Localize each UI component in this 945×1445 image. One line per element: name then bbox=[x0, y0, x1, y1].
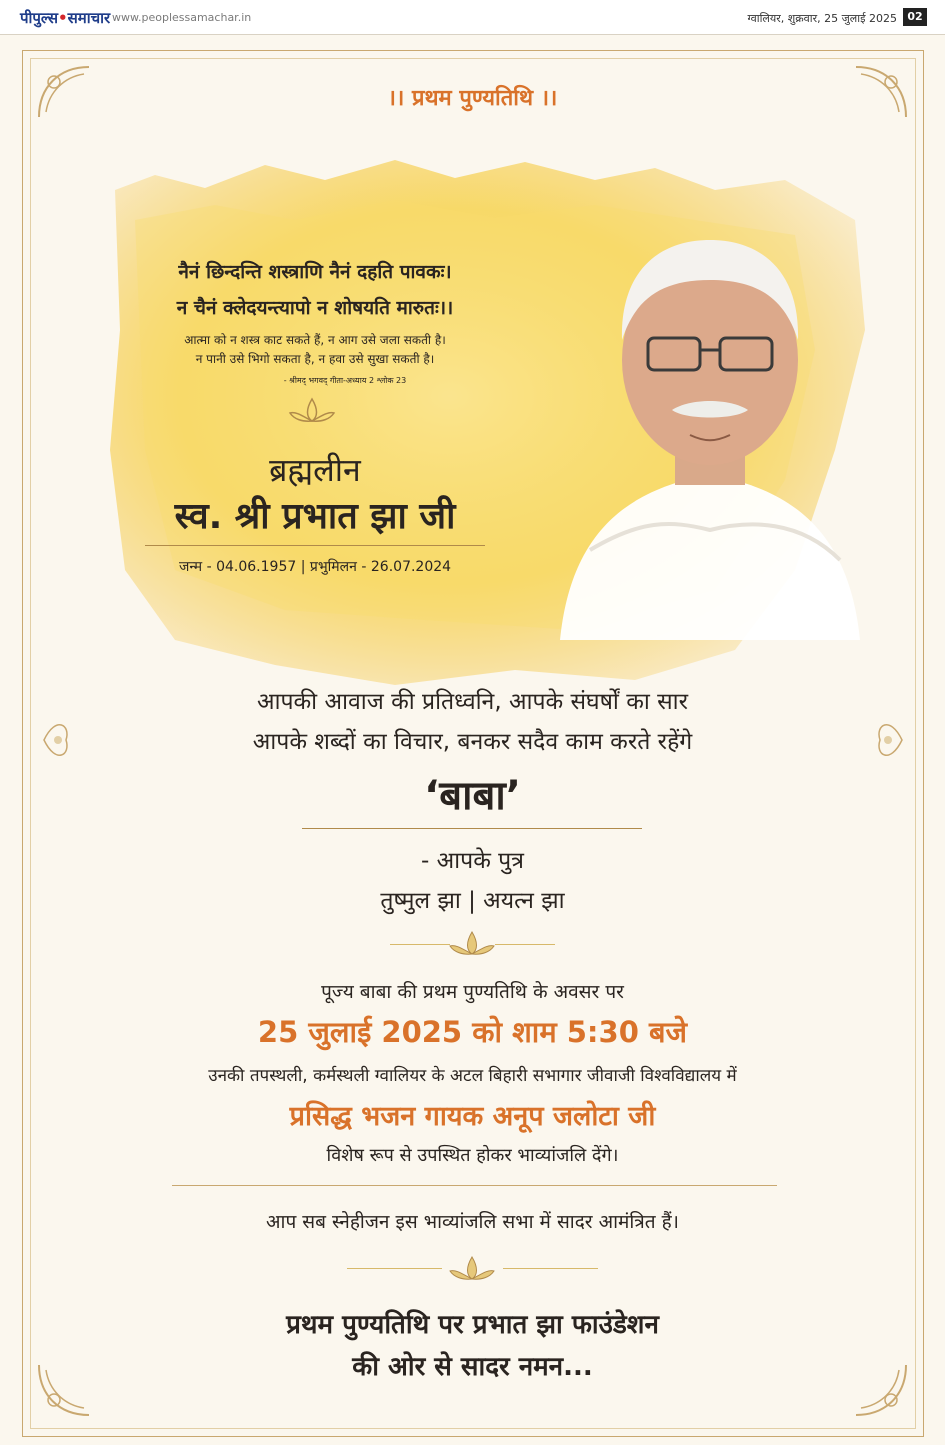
invitation-line: आप सब स्नेहीजन इस भाव्यांजलि सभा में सादर आमंत्रित हैं। bbox=[266, 1211, 679, 1233]
gold-line-right bbox=[495, 944, 555, 945]
brand-part-1: पीपुल्स bbox=[20, 9, 59, 27]
event-venue: उनकी तपस्थली, कर्मस्थली ग्वालियर के अटल बिहारी सभागार जीवाजी विश्वविद्यालय में bbox=[208, 1066, 737, 1086]
lotus-divider-icon bbox=[442, 1253, 502, 1283]
page-number: 02 bbox=[903, 8, 927, 26]
lotus-divider-icon bbox=[282, 395, 342, 425]
sloka-source: - श्रीमद् भगवद् गीता-अध्याय 2 श्लोक 23 bbox=[283, 376, 407, 385]
gold-line-left bbox=[347, 1268, 442, 1269]
name-underline bbox=[145, 545, 485, 546]
tribute-line-2: आपके शब्दों का विचार, बनकर सदैव काम करते रहेंगे bbox=[252, 729, 693, 755]
gold-line-left bbox=[390, 944, 450, 945]
tribute-line-1: आपकी आवाज की प्रतिध्वनि, आपके संघर्षों का सार bbox=[256, 689, 689, 715]
event-divider bbox=[172, 1185, 777, 1186]
sloka-line-1: नैनं छिन्दन्ति शस्त्राणि नैनं दहति पावकः। bbox=[178, 261, 452, 283]
tribute-from: - आपके पुत्र bbox=[421, 848, 524, 874]
sloka-meaning-1: आत्मा को न शस्त्र काट सकते हैं, न आग उसे जला सकती है। bbox=[184, 333, 446, 347]
newspaper-masthead bbox=[0, 0, 945, 35]
website-link[interactable]: www.peoplessamachar.in bbox=[112, 11, 252, 24]
dateline: ग्वालियर, शुक्रवार, 25 जुलाई 2025 bbox=[747, 12, 897, 25]
name-prefix: ब्रह्मलीन bbox=[269, 451, 361, 489]
sloka-line-2: न चैनं क्लेदयन्त्यापो न शोषयति मारुतः।। bbox=[176, 297, 454, 319]
page-title: ।। प्रथम पुण्यतिथि ।। bbox=[387, 86, 558, 111]
footer-line-1: प्रथम पुण्यतिथि पर प्रभात झा फाउंडेशन bbox=[286, 1310, 659, 1340]
newspaper-brand[interactable]: पीपुल्स•समाचार bbox=[20, 9, 111, 27]
sloka-meaning-2: न पानी उसे भिगो सकता है, न हवा उसे सुखा सकती है। bbox=[195, 352, 435, 366]
brand-part-2: समाचार bbox=[67, 9, 111, 27]
footer-line-2: की ओर से सादर नमन... bbox=[352, 1352, 593, 1382]
event-tribute-note: विशेष रूप से उपस्थित होकर भाव्यांजलि देंगे। bbox=[326, 1145, 619, 1166]
tribute-divider bbox=[302, 828, 642, 829]
event-singer: प्रसिद्ध भजन गायक अनूप जलोटा जी bbox=[289, 1101, 656, 1132]
event-datetime: 25 जुलाई 2025 को शाम 5:30 बजे bbox=[257, 1015, 688, 1049]
tribute-sons: तुष्मुल झा | अयत्न झा bbox=[380, 888, 565, 914]
portrait-photo bbox=[560, 220, 860, 640]
birth-death-dates: जन्म - 04.06.1957 | प्रभुमिलन - 26.07.2024 bbox=[178, 559, 452, 575]
lotus-divider-icon bbox=[442, 928, 502, 958]
tribute-baba: ‘बाबा’ bbox=[424, 773, 521, 819]
gold-line-right bbox=[503, 1268, 598, 1269]
deceased-name: स्व. श्री प्रभात झा जी bbox=[174, 496, 456, 537]
event-intro: पूज्य बाबा की प्रथम पुण्यतिथि के अवसर पर bbox=[321, 981, 624, 1003]
